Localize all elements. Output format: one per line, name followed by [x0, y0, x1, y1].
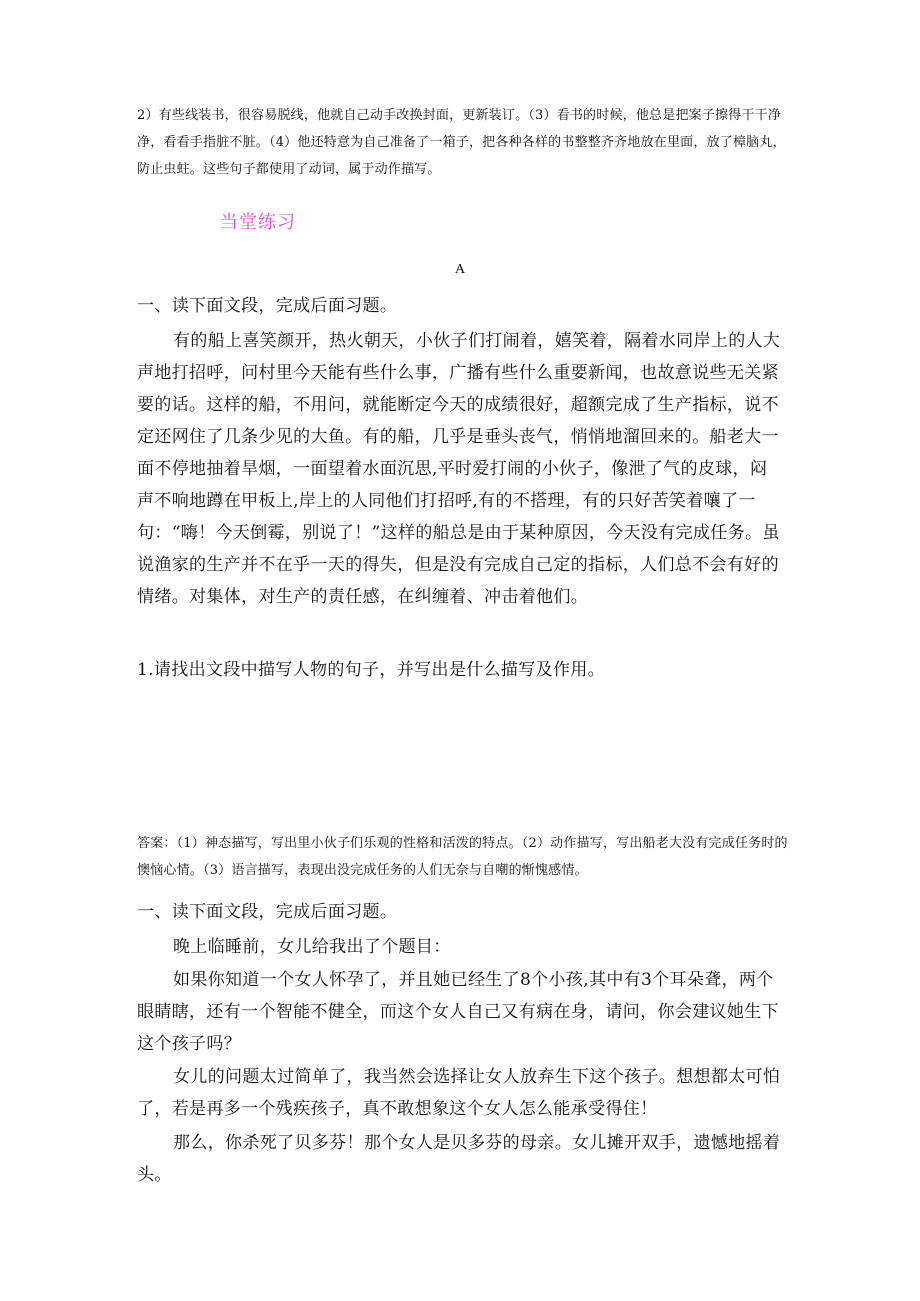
- exercise-heading-2: 一、读下面文段，完成后面习题。: [137, 902, 398, 922]
- passage-2-paragraph-1: 晚上临睡前，女儿给我出了个题目：: [173, 937, 451, 957]
- passage-2-paragraph-4: 那么，你杀死了贝多芬！那个女人是贝多芬的母亲。女儿摊开双手，遗憾地摇着头。: [137, 1133, 781, 1185]
- section-letter: A: [455, 262, 466, 277]
- passage-2-paragraph-3: 女儿的问题太过简单了，我当然会选择让女人放弃生下这个孩子。想想都太可怕了，若是再多一个残疾孩子，真不敢想象这个女人怎么能承受得住！: [137, 1067, 781, 1119]
- exercise-heading-1: 一、读下面文段，完成后面习题。: [137, 296, 398, 316]
- exercise-question-1: 1.请找出文段中描写人物的句子，并写出是什么描写及作用。: [137, 660, 606, 680]
- practice-title: 当堂练习: [220, 212, 296, 233]
- previous-answer-text: 2）有些线装书，很容易脱线，他就自己动手改换封面，更新装订。（3）看书的时候，他总是把案子擦得干干净净，看看手指脏不脏。（4）他还特意为自己准备了一箱子，把各种各样的书整整齐齐地放在里面，放了樟脑丸，防止虫蛀。这些句子都使用了动词，属于动作描写。: [137, 108, 786, 177]
- exercise-passage-1: 有的船上喜笑颜开，热火朝天，小伙子们打闹着，嬉笑着，隔着水同岸上的人大声地打招呼，问村里今天能有些什么事，广播有些什么重要新闻，也故意说些无关紧要的话。这样的船，不用问，就能断定今天的成绩很好，超额完成了生产指标，说不定还网住了几条少见的大鱼。有的船，几乎是垂头丧气，悄悄地溜回来的。船老大一面不停地抽着旱烟，一面望着水面沉思,平时爱打闹的小伙子，像泄了气的皮球，闷声不响地蹲在甲板上,岸上的人同他们打招呼,有的不搭理，有的只好苦笑着嚷了一句：“嗨！今天倒霉，别说了！”这样的船总是由于某种原因，今天没有完成任务。虽说渔家的生产并不在乎一天的得失，但是没有完成自己定的指标，人们总不会有好的情绪。对集体，对生产的责任感，在纠缠着、冲击着他们。: [137, 331, 781, 607]
- passage-2-paragraph-2: 如果你知道一个女人怀孕了，并且她已经生了8个小孩,其中有3个耳朵聋，两个眼睛瞎，还有一个智能不健全，而这个女人自己又有病在身，请问，你会建议她生下这个孩子吗？: [137, 970, 779, 1054]
- exercise-answer-1: 答案：（1）神态描写，写出里小伙子们乐观的性格和活泼的特点。（2）动作描写，写出船老大没有完成任务时的懊恼心情。（3）语言描写，表现出没完成任务的人们无奈与自嘲的惭愧感情。: [137, 836, 788, 878]
